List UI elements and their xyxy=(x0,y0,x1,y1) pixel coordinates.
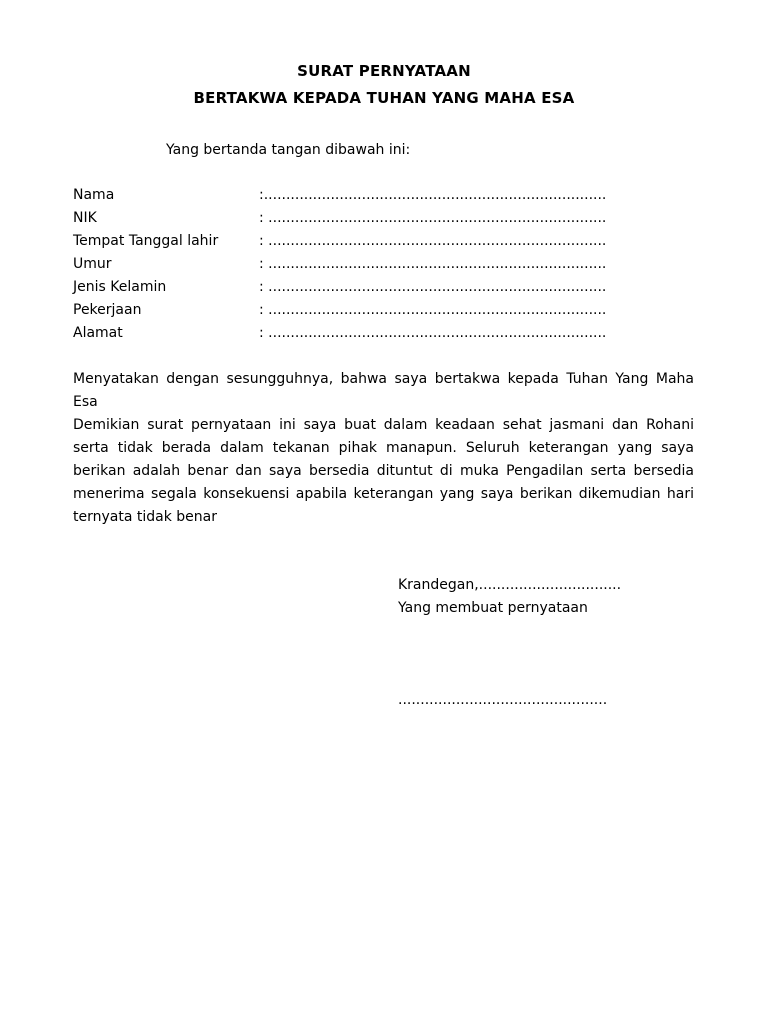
field-value-blank: : ............................................................................ xyxy=(259,233,607,249)
signature-line: ............................................... xyxy=(398,692,608,708)
field-value-blank: :............................................................................. xyxy=(259,187,607,203)
signature-place-date: Krandegan,................................ xyxy=(398,577,622,593)
field-jenis-kelamin xyxy=(73,279,673,299)
field-value-blank: : ............................................................................ xyxy=(259,325,607,341)
document-subtitle: BERTAKWA KEPADA TUHAN YANG MAHA ESA xyxy=(193,89,575,107)
field-nik xyxy=(73,210,673,230)
field-value-blank: : ............................................................................ xyxy=(259,256,607,272)
field-value-blank: : ............................................................................ xyxy=(259,279,607,295)
field-label: Jenis Kelamin xyxy=(73,279,167,295)
field-label: Tempat Tanggal lahir xyxy=(73,233,219,249)
document-title: SURAT PERNYATAAN xyxy=(297,62,471,80)
declaration-paragraph: Demikian surat pernyataan ini saya buat dalam keadaan sehat jasmani dan Rohani serta tidak berada dalam tekanan pihak manapun. Seluruh keterangan yang saya berikan adalah benar dan saya bersedia dituntut di muka Pengadilan serta bersedia menerima segala konsekuensi apabila keterangan yang saya berikan dikemudian hari ternyata tidak benar xyxy=(73,417,694,525)
field-label: Pekerjaan xyxy=(73,302,142,318)
field-value-blank: : ............................................................................ xyxy=(259,302,607,318)
field-label: NIK xyxy=(73,210,97,226)
field-label: Alamat xyxy=(73,325,123,341)
field-label: Umur xyxy=(73,256,112,272)
signature-role: Yang membuat pernyataan xyxy=(398,600,588,616)
field-label: Nama xyxy=(73,187,115,203)
field-alamat xyxy=(73,325,673,345)
field-umur xyxy=(73,256,673,276)
intro-text: Yang bertanda tangan dibawah ini: xyxy=(166,142,411,158)
statement-paragraph: Menyatakan dengan sesungguhnya, bahwa saya bertakwa kepada Tuhan Yang Maha Esa xyxy=(73,371,694,410)
field-nama xyxy=(73,187,673,207)
field-pekerjaan xyxy=(73,302,673,322)
field-value-blank: : ............................................................................ xyxy=(259,210,607,226)
field-tempat-tanggal-lahir xyxy=(73,233,673,253)
